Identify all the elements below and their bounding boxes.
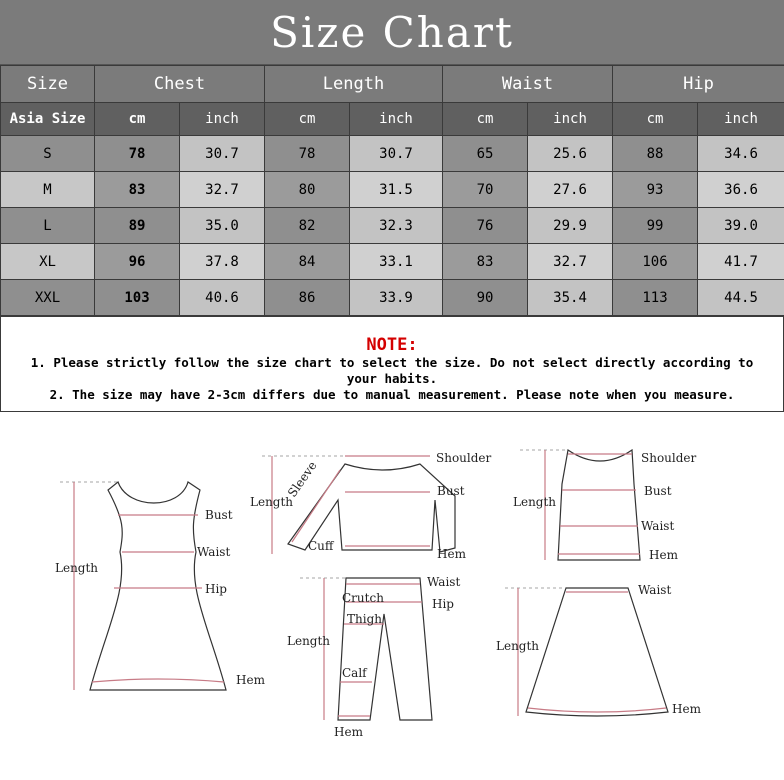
page-title: Size Chart: [270, 8, 514, 57]
table-cell: 83: [443, 244, 528, 280]
table-cell: 84: [265, 244, 350, 280]
note-line-2: 2. The size may have 2-3cm differs due to manual measurement. Please note when you measure.: [1, 387, 783, 403]
table-cell: 25.6: [528, 136, 613, 172]
table-cell: 65: [443, 136, 528, 172]
measurement-diagram-svg: [0, 420, 784, 776]
table-cell: 89: [95, 208, 180, 244]
table-cell: 36.6: [698, 172, 784, 208]
header-chest: Chest: [95, 66, 265, 103]
size-table: [0, 65, 784, 316]
table-cell: 88: [613, 136, 698, 172]
table-cell: 32.3: [350, 208, 443, 244]
subheader-unit: cm: [613, 103, 698, 136]
shirt-length-label: Length: [250, 495, 293, 509]
size-label-cell: M: [1, 172, 95, 208]
pants-diagram: [287, 575, 460, 739]
size-rows: [1, 136, 784, 316]
header-size: Size: [1, 66, 95, 103]
size-label-cell: S: [1, 136, 95, 172]
table-cell: 39.0: [698, 208, 784, 244]
table-cell: 35.4: [528, 280, 613, 316]
measurement-diagrams: [0, 420, 784, 776]
note-line-1-cont: your habits.: [1, 371, 783, 387]
tank-length-label: Length: [513, 495, 556, 509]
subheader-unit: inch: [528, 103, 613, 136]
table-cell: 27.6: [528, 172, 613, 208]
note-line-1: 1. Please strictly follow the size chart to select the size. Do not select directly according to: [1, 355, 783, 371]
pants-crutch-label: Crutch: [342, 591, 384, 605]
shirt-hem-label: Hem: [437, 547, 467, 561]
shirt-sleeve-label: Sleeve: [285, 459, 320, 500]
table-cell: 76: [443, 208, 528, 244]
table-subheader-row: [1, 103, 784, 136]
header-length: Length: [265, 66, 443, 103]
table-cell: 78: [95, 136, 180, 172]
table-header-row: [1, 66, 784, 103]
table-cell: 80: [265, 172, 350, 208]
table-cell: 82: [265, 208, 350, 244]
table-cell: 30.7: [180, 136, 265, 172]
subheader-unit: cm: [265, 103, 350, 136]
pants-calf-label: Calf: [342, 666, 368, 680]
table-row: [1, 172, 784, 208]
table-cell: 33.1: [350, 244, 443, 280]
subheader-unit: inch: [698, 103, 784, 136]
table-row: [1, 280, 784, 316]
pants-waist-label: Waist: [427, 575, 460, 589]
table-cell: 30.7: [350, 136, 443, 172]
title-banner: [0, 0, 784, 65]
table-cell: 34.6: [698, 136, 784, 172]
dress-hem-label: Hem: [236, 673, 266, 687]
dress-diagram: [55, 482, 266, 690]
table-cell: 106: [613, 244, 698, 280]
pants-hip-label: Hip: [432, 597, 454, 611]
subheader-unit: cm: [95, 103, 180, 136]
pants-hem-label: Hem: [334, 725, 364, 739]
table-cell: 33.9: [350, 280, 443, 316]
subheader-unit: inch: [180, 103, 265, 136]
shirt-bust-label: Bust: [437, 484, 465, 498]
table-cell: 70: [443, 172, 528, 208]
table-cell: 32.7: [180, 172, 265, 208]
skirt-hem-label: Hem: [672, 702, 702, 716]
pants-length-label: Length: [287, 634, 330, 648]
size-label-cell: XL: [1, 244, 95, 280]
shirt-diagram: [250, 451, 492, 561]
dress-waist-label: Waist: [197, 545, 230, 559]
note-box: [0, 316, 784, 412]
table-cell: 35.0: [180, 208, 265, 244]
header-hip: Hip: [613, 66, 784, 103]
table-row: [1, 208, 784, 244]
table-cell: 31.5: [350, 172, 443, 208]
table-cell: 83: [95, 172, 180, 208]
table-cell: 86: [265, 280, 350, 316]
shirt-shoulder-label: Shoulder: [436, 451, 492, 465]
note-title: NOTE:: [1, 335, 783, 355]
table-row: [1, 136, 784, 172]
dress-hip-label: Hip: [205, 582, 227, 596]
tank-waist-label: Waist: [641, 519, 674, 533]
table-cell: 93: [613, 172, 698, 208]
tank-bust-label: Bust: [644, 484, 672, 498]
size-label-cell: XXL: [1, 280, 95, 316]
subheader-asia-size: Asia Size: [1, 103, 95, 136]
skirt-length-label: Length: [496, 639, 539, 653]
table-cell: 78: [265, 136, 350, 172]
tank-shoulder-label: Shoulder: [641, 451, 697, 465]
table-cell: 29.9: [528, 208, 613, 244]
skirt-waist-label: Waist: [638, 583, 671, 597]
dress-length-label: Length: [55, 561, 98, 575]
dress-bust-label: Bust: [205, 508, 233, 522]
table-row: [1, 244, 784, 280]
tank-hem-label: Hem: [649, 548, 679, 562]
table-cell: 99: [613, 208, 698, 244]
table-cell: 96: [95, 244, 180, 280]
size-label-cell: L: [1, 208, 95, 244]
table-cell: 44.5: [698, 280, 784, 316]
table-cell: 41.7: [698, 244, 784, 280]
tank-diagram: [513, 450, 697, 562]
skirt-diagram: [496, 583, 702, 716]
table-cell: 103: [95, 280, 180, 316]
header-waist: Waist: [443, 66, 613, 103]
subheader-unit: cm: [443, 103, 528, 136]
pants-thigh-label: Thigh: [347, 612, 382, 626]
table-cell: 90: [443, 280, 528, 316]
subheader-unit: inch: [350, 103, 443, 136]
table-cell: 113: [613, 280, 698, 316]
table-cell: 32.7: [528, 244, 613, 280]
table-cell: 37.8: [180, 244, 265, 280]
shirt-cuff-label: Cuff: [308, 539, 335, 553]
table-cell: 40.6: [180, 280, 265, 316]
